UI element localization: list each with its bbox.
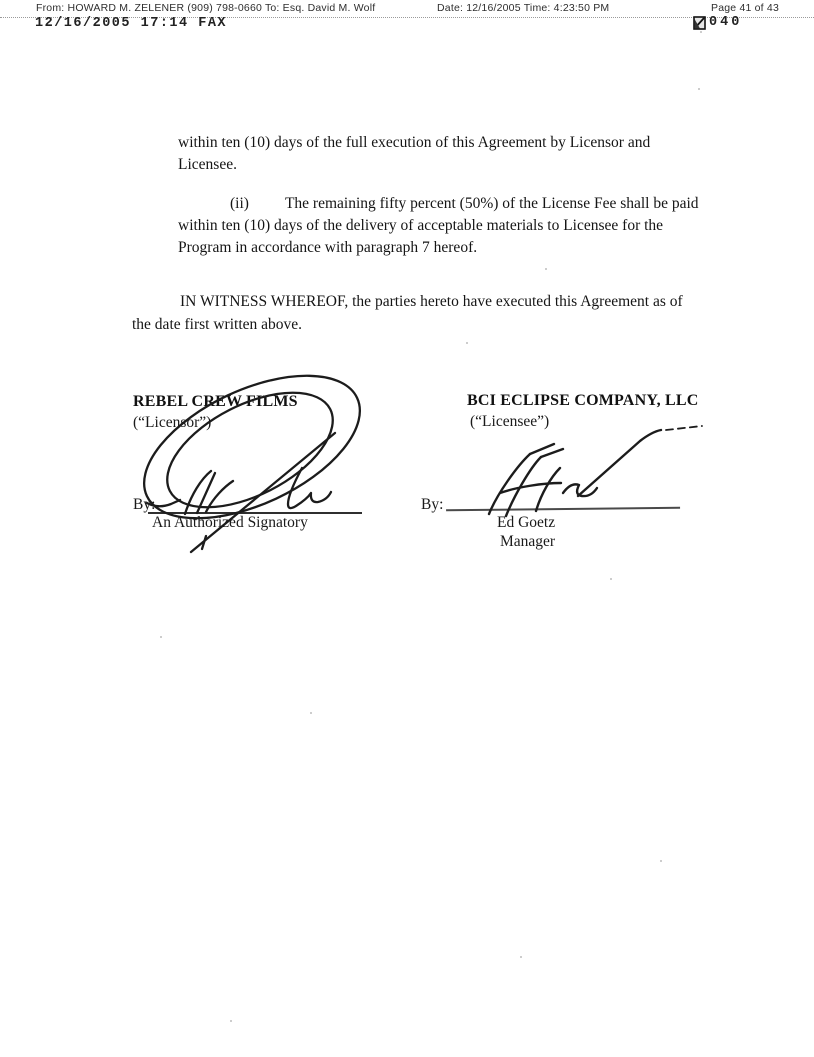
licensee-by-label: By: (421, 496, 444, 513)
noise-speck (466, 342, 468, 344)
paragraph-payment-first (178, 132, 650, 176)
paragraph-line-text: The remaining fifty percent (50%) of the License Fee shall be paid (284, 195, 699, 212)
licensee-signatory-name: Ed Goetz (497, 514, 556, 531)
noise-speck (700, 31, 702, 33)
noise-speck (660, 860, 662, 862)
licensee-company-name: BCI ECLIPSE COMPANY, LLC (467, 392, 699, 409)
fax-page-counter (693, 15, 742, 30)
paragraph-line (132, 290, 683, 313)
fax-header-page-count: Page 41 of 43 (711, 2, 779, 14)
fax-stamp: 12/16/2005 17:14 FAX (35, 16, 228, 31)
licensor-role-label: (“Licensor”) (133, 414, 212, 431)
fax-page-number: 040 (709, 15, 743, 30)
licensor-company-name: REBEL CREW FILMS (133, 393, 298, 410)
licensee-signature-line (446, 493, 680, 511)
noise-speck (310, 712, 312, 714)
paragraph-line: within ten (10) days of the delivery of acceptable materials to Licensee for the (178, 217, 664, 234)
licensor-by-label: By: (133, 496, 156, 513)
licensee-signatory-title: Manager (500, 533, 556, 550)
licensor-signature-line (148, 497, 362, 514)
fax-header-datetime: Date: 12/16/2005 Time: 4:23:50 PM (437, 2, 610, 14)
paragraph-line: the date first written above. (132, 316, 303, 333)
fax-page-icon (693, 16, 706, 30)
noise-speck (698, 88, 700, 90)
clause-marker: (ii) (230, 195, 249, 212)
noise-speck (520, 956, 522, 958)
fax-header-from: From: HOWARD M. ZELENER (909) 798-0660 To: Esq. David M. Wolf (36, 2, 376, 14)
noise-speck (610, 578, 612, 580)
paragraph-line-text: IN WITNESS WHEREOF, the parties hereto have executed this Agreement as of (180, 293, 683, 310)
paragraph-line: Licensee. (178, 156, 237, 173)
paragraph-line: Program in accordance with paragraph 7 hereof. (178, 239, 478, 256)
noise-speck (160, 636, 162, 638)
paragraph-line (178, 193, 699, 215)
paragraph-line: within ten (10) days of the full execution of this Agreement by Licensor and (178, 134, 651, 151)
noise-speck (545, 268, 547, 270)
licensor-signatory-title: An Authorized Signatory (152, 514, 308, 531)
paragraph-witness-clause (132, 290, 683, 336)
paragraph-payment-second (178, 193, 699, 259)
noise-speck (230, 1020, 232, 1022)
licensee-role-label: (“Licensee”) (470, 413, 550, 430)
